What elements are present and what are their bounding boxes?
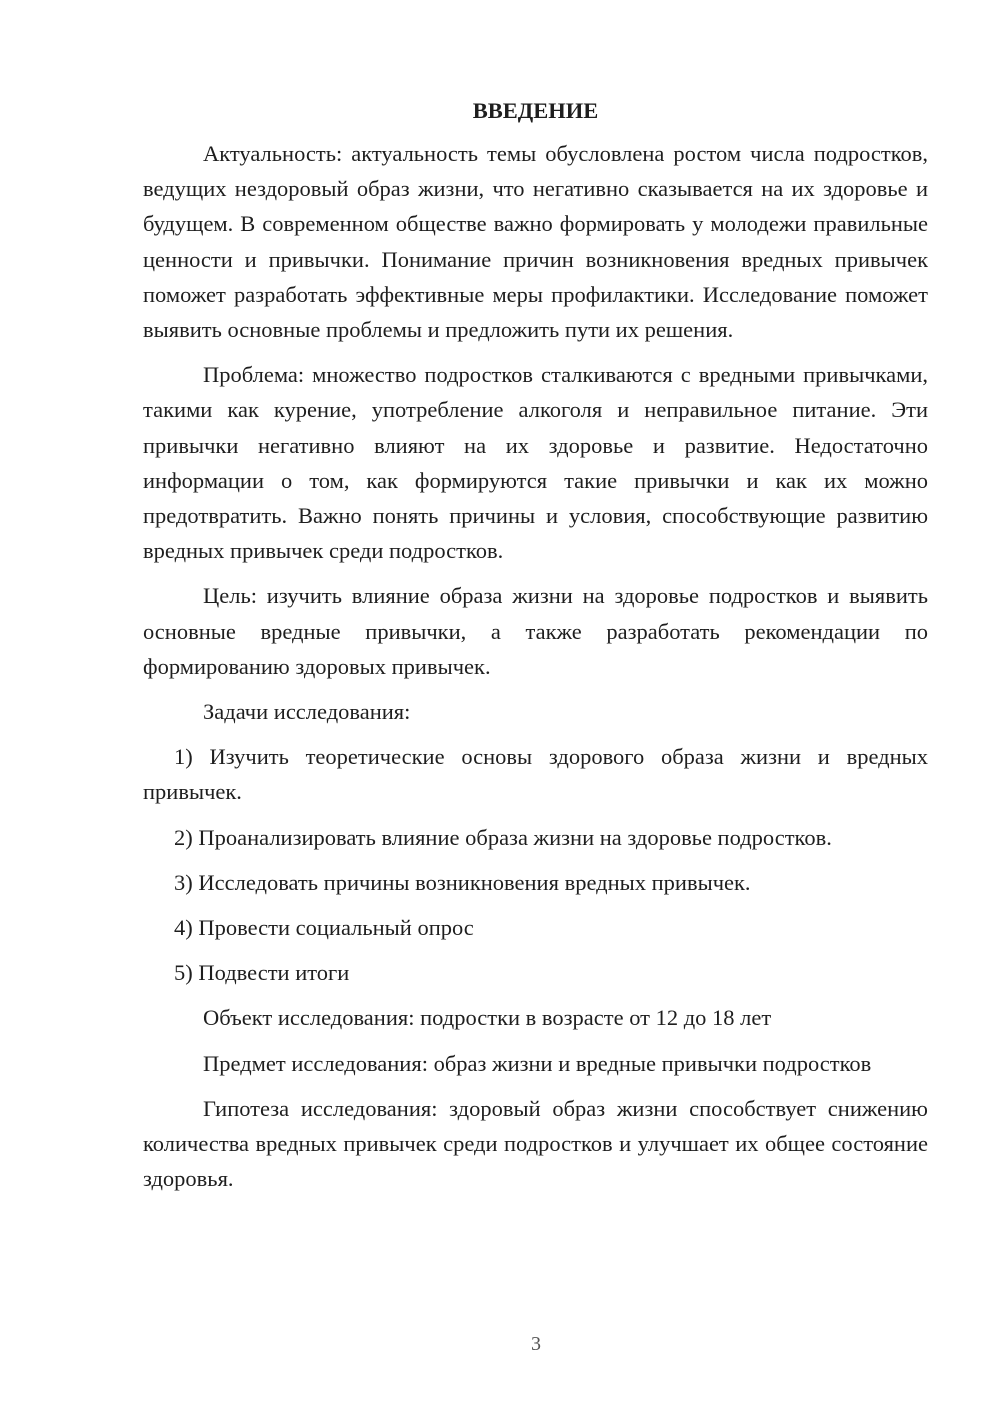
document-page [143,96,928,1206]
section-title: ВВЕДЕНИЕ [472,98,599,123]
research-subject: Предмет исследования: образ жизни и вредные привычки подростков [203,1050,872,1076]
research-hypothesis: Гипотеза исследования: здоровый образ жизни способствует снижению количества вредных привычек среди подростков и улучшает их общее состояние здоровья. [143,1095,928,1192]
relevance-paragraph: Актуальность: актуальность темы обусловлена ростом числа подростков, ведущих нездоровый образ жизни, что негативно сказывается на их здоровье и будущем. В современном обществе важно формировать у молодежи правильные ценности и привычки. Понимание причин возникновения вредных привычек поможет разработать эффективные меры профилактики. Исследование поможет выявить основные проблемы и предложить пути их решения. [143,141,928,343]
task-item-2: 2) Проанализировать влияние образа жизни на здоровье подростков. [174,824,832,850]
task-item-3: 3) Исследовать причины возникновения вредных привычек. [174,869,751,895]
problem-paragraph: Проблема: множество подростков сталкиваются с вредными привычками, такими как курение, употребление алкоголя и неправильное питание. Эти привычки негативно влияют на их здоровье и развитие. Недостаточно информации о том, как формируются такие привычки и как их можно предотвратить. Важно понять причины и условия, способствующие развитию вредных привычек среди подростков. [143,362,928,564]
tasks-heading: Задачи исследования: [203,699,411,725]
research-object: Объект исследования: подростки в возрасте от 12 до 18 лет [203,1005,772,1031]
goal-paragraph: Цель: изучить влияние образа жизни на здоровье подростков и выявить основные вредные привычки, а также разработать рекомендации по формированию здоровых привычек. [143,583,928,679]
task-item-5: 5) Подвести итоги [174,960,350,986]
task-item-1: 1) Изучить теоретические основы здорового образа жизни и вредных привычек. [143,744,928,805]
task-item-4: 4) Провести социальный опрос [174,915,474,941]
page-number: 3 [531,1333,541,1355]
